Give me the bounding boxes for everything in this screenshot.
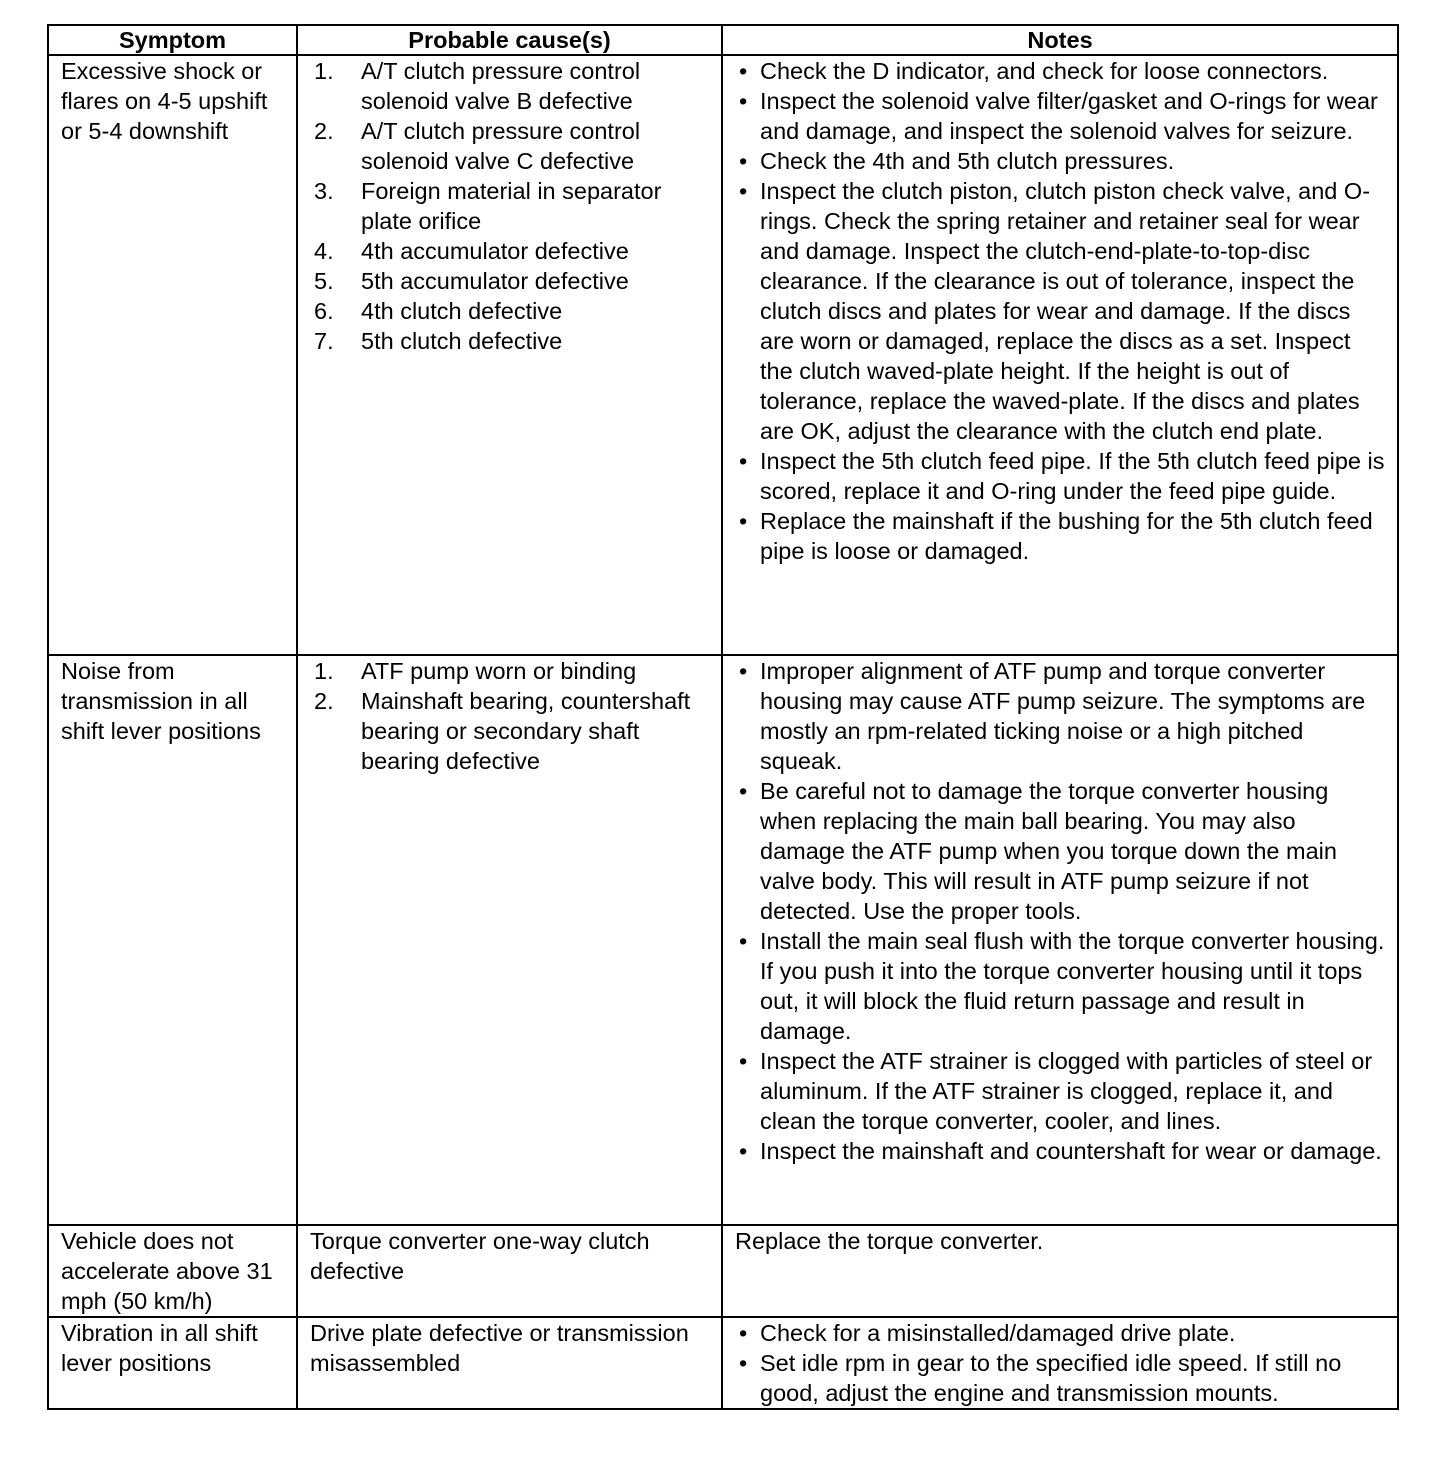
cause-text: A/T clutch pressure control solenoid valve C defective bbox=[361, 118, 641, 174]
note-list bbox=[735, 1318, 1387, 1408]
cause-list bbox=[310, 56, 711, 356]
cause-item bbox=[310, 116, 711, 176]
bullet-icon: • bbox=[739, 508, 748, 534]
note-text: Replace the mainshaft if the bushing for the 5th clutch feed pipe is loose or damaged. bbox=[760, 508, 1373, 564]
cause-number: 6. bbox=[314, 298, 334, 324]
note-text: Check for a misinstalled/damaged drive plate. bbox=[760, 1320, 1236, 1346]
bullet-icon: • bbox=[739, 1048, 748, 1074]
symptom-cell: Vibration in all shift lever positions bbox=[48, 1317, 297, 1409]
causes-cell bbox=[297, 55, 722, 655]
bullet-icon: • bbox=[739, 148, 748, 174]
note-item bbox=[735, 56, 1387, 86]
header-row bbox=[48, 25, 1398, 55]
cause-list bbox=[310, 656, 711, 776]
causes-cell: Torque converter one-way clutch defective bbox=[297, 1225, 722, 1317]
cause-item bbox=[310, 656, 711, 686]
note-item bbox=[735, 86, 1387, 146]
note-item bbox=[735, 1136, 1387, 1166]
note-item bbox=[735, 1318, 1387, 1348]
note-item bbox=[735, 446, 1387, 506]
header-symptom: Symptom bbox=[48, 25, 297, 55]
bullet-icon: • bbox=[739, 658, 748, 684]
table-row bbox=[48, 1317, 1398, 1409]
cause-text: 5th clutch defective bbox=[361, 328, 563, 354]
symptom-cell: Vehicle does not accelerate above 31 mph (50 km/h) bbox=[48, 1225, 297, 1317]
note-list bbox=[735, 656, 1387, 1166]
note-text: Inspect the solenoid valve filter/gasket and O-rings for wear and damage, and inspect the solenoid valves for seizure. bbox=[760, 88, 1378, 144]
note-text: Inspect the clutch piston, clutch piston check valve, and O-rings. Check the spring retainer and retainer seal for wear and damage. Inspect the clutch-end-plate-to-top-disc clearance. If the clearance is out of tolerance, inspect the clutch discs and plates for wear and damage. If the discs are worn or damaged, replace the discs as a set. Inspect the clutch waved-plate height. If the height is out of tolerance, replace the waved-plate. If the discs and plates are OK, adjust the clearance with the clutch end plate. bbox=[760, 178, 1371, 444]
note-text: Install the main seal flush with the torque converter housing. If you push it into the torque converter housing until it tops out, it will block the fluid return passage and result in damage. bbox=[760, 928, 1385, 1044]
note-item bbox=[735, 926, 1387, 1046]
note-text: Be careful not to damage the torque converter housing when replacing the main ball bearing. You may also damage the ATF pump when you torque down the main valve body. This will result in ATF pump seizure if not detected. Use the proper tools. bbox=[760, 778, 1337, 924]
cause-item bbox=[310, 686, 711, 776]
notes-cell bbox=[722, 1317, 1398, 1409]
bullet-icon: • bbox=[739, 1320, 748, 1346]
cause-text: 4th clutch defective bbox=[361, 298, 563, 324]
cause-item bbox=[310, 296, 711, 326]
symptom-cell: Excessive shock or flares on 4-5 upshift or 5-4 downshift bbox=[48, 55, 297, 655]
cause-text: 5th accumulator defective bbox=[361, 268, 629, 294]
cause-text: Mainshaft bearing, countershaft bearing or secondary shaft bearing defective bbox=[361, 688, 691, 774]
note-text: Check the 4th and 5th clutch pressures. bbox=[760, 148, 1175, 174]
cause-text: Foreign material in separator plate orifice bbox=[361, 178, 662, 234]
table-row bbox=[48, 655, 1398, 1225]
bullet-icon: • bbox=[739, 88, 748, 114]
note-item bbox=[735, 506, 1387, 566]
cause-text: ATF pump worn or binding bbox=[361, 658, 637, 684]
note-text: Inspect the mainshaft and countershaft for wear or damage. bbox=[760, 1138, 1382, 1164]
bullet-icon: • bbox=[739, 928, 748, 954]
notes-cell bbox=[722, 655, 1398, 1225]
table-row bbox=[48, 1225, 1398, 1317]
bullet-icon: • bbox=[739, 1350, 748, 1376]
cause-number: 2. bbox=[314, 688, 334, 714]
bullet-icon: • bbox=[739, 1138, 748, 1164]
table-row bbox=[48, 55, 1398, 655]
cause-text: A/T clutch pressure control solenoid valve B defective bbox=[361, 58, 641, 114]
note-text: Inspect the ATF strainer is clogged with particles of steel or aluminum. If the ATF strainer is clogged, replace it, and clean the torque converter, cooler, and lines. bbox=[760, 1048, 1373, 1134]
note-item bbox=[735, 776, 1387, 926]
cause-item bbox=[310, 266, 711, 296]
header-notes: Notes bbox=[722, 25, 1398, 55]
note-item bbox=[735, 146, 1387, 176]
note-text: Inspect the 5th clutch feed pipe. If the 5th clutch feed pipe is scored, replace it and O-ring under the feed pipe guide. bbox=[760, 448, 1385, 504]
cause-number: 3. bbox=[314, 178, 334, 204]
cause-number: 1. bbox=[314, 658, 334, 684]
note-item bbox=[735, 656, 1387, 776]
bullet-icon: • bbox=[739, 778, 748, 804]
bullet-icon: • bbox=[739, 178, 748, 204]
cause-number: 1. bbox=[314, 58, 334, 84]
bullet-icon: • bbox=[739, 58, 748, 84]
cause-item bbox=[310, 326, 711, 356]
note-text: Check the D indicator, and check for loose connectors. bbox=[760, 58, 1329, 84]
cause-item bbox=[310, 176, 711, 236]
note-text: Improper alignment of ATF pump and torque converter housing may cause ATF pump seizure. The symptoms are mostly an rpm-related ticking noise or a high pitched squeak. bbox=[760, 658, 1366, 774]
notes-cell bbox=[722, 55, 1398, 655]
notes-cell: Replace the torque converter. bbox=[722, 1225, 1398, 1317]
symptom-cell: Noise from transmission in all shift lever positions bbox=[48, 655, 297, 1225]
note-item bbox=[735, 1348, 1387, 1408]
cause-number: 2. bbox=[314, 118, 334, 144]
note-text: Set idle rpm in gear to the specified idle speed. If still no good, adjust the engine and transmission mounts. bbox=[760, 1350, 1342, 1406]
cause-item bbox=[310, 56, 711, 116]
note-list bbox=[735, 56, 1387, 566]
note-item bbox=[735, 176, 1387, 446]
causes-cell: Drive plate defective or transmission misassembled bbox=[297, 1317, 722, 1409]
troubleshooting-table bbox=[47, 24, 1399, 1410]
cause-number: 7. bbox=[314, 328, 334, 354]
header-probable-causes: Probable cause(s) bbox=[297, 25, 722, 55]
cause-number: 4. bbox=[314, 238, 334, 264]
cause-item bbox=[310, 236, 711, 266]
bullet-icon: • bbox=[739, 448, 748, 474]
cause-number: 5. bbox=[314, 268, 334, 294]
note-item bbox=[735, 1046, 1387, 1136]
cause-text: 4th accumulator defective bbox=[361, 238, 629, 264]
causes-cell bbox=[297, 655, 722, 1225]
